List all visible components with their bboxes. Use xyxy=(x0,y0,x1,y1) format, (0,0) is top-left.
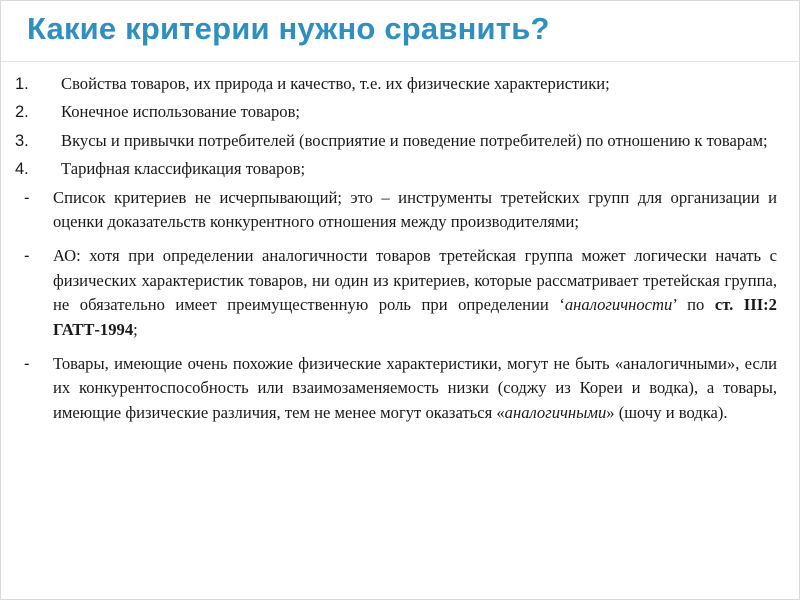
slide-title: Какие критерии нужно сравнить? xyxy=(27,11,550,46)
text-run: ; xyxy=(133,319,138,339)
item-number: 1. xyxy=(15,75,29,93)
article-reference: ст. III:2 ГАТТ-1994 xyxy=(53,295,777,339)
text-run: ’ по xyxy=(672,295,715,315)
text-run: Товары, имеющие очень похожие физические характеристики, могут не быть «аналогичными», если их конкурентоспособность или взаимозаменяемость низки (соджу из Кореи и водка), а товары, имеющие физические различия, тем не менее могут оказаться « xyxy=(53,354,777,422)
item-number: 4. xyxy=(15,160,29,179)
item-text: Конечное использование товаров; xyxy=(61,102,301,122)
item-text xyxy=(53,244,777,342)
dash-marker: - xyxy=(24,354,30,374)
title-divider xyxy=(1,61,800,62)
numbered-item-4 xyxy=(15,157,777,181)
dash-item-2 xyxy=(15,244,777,348)
dash-item-3 xyxy=(15,352,777,431)
item-text xyxy=(53,352,777,425)
item-text: Список критериев не исчерпывающий; это – инструменты третейских групп для организации и оценки доказательств конкурентного отношения между производителями; xyxy=(53,187,777,232)
item-number: 2. xyxy=(15,103,29,122)
dash-marker: - xyxy=(24,246,30,266)
numbered-item-1 xyxy=(15,72,777,96)
numbered-item-3 xyxy=(15,129,777,153)
italic-term: аналогичными xyxy=(504,402,607,422)
item-number: 3. xyxy=(15,131,29,150)
slide-content xyxy=(15,72,777,435)
dash-marker: - xyxy=(24,187,30,207)
dash-item-1 xyxy=(15,186,777,241)
item-text: Вкусы и привычки потребителей (восприятие и поведение потребителей) по отношению к товарам; xyxy=(61,130,768,150)
item-text: Свойства товаров, их природа и качество, т.е. их физические характеристики; xyxy=(61,74,610,93)
text-run: АО: хотя при определении аналогичности товаров третейская группа может логически начать с физических характеристик товаров, ни один из критериев, которые рассматривает третейская группа, не обязательно имеет преимущественную роль при определении ‘ xyxy=(53,246,777,315)
numbered-item-2 xyxy=(15,100,777,124)
italic-term: аналогичности xyxy=(564,295,673,315)
text-run: » (шочу и водка). xyxy=(606,402,728,422)
item-text: Тарифная классификация товаров; xyxy=(61,159,306,179)
